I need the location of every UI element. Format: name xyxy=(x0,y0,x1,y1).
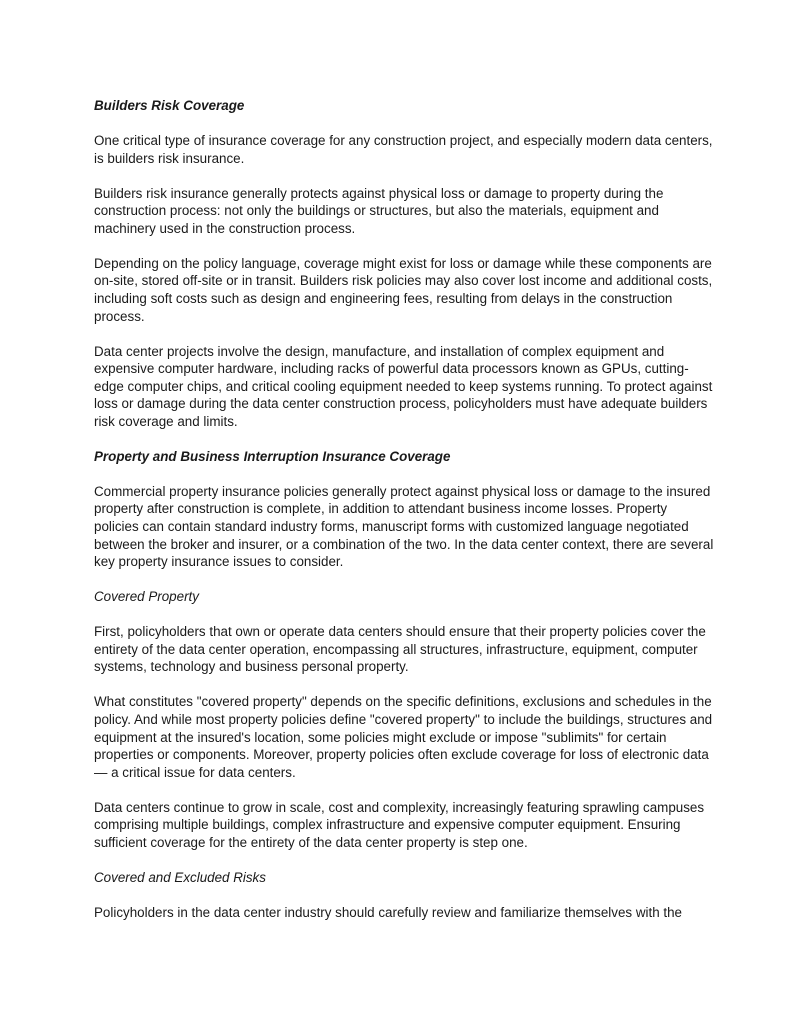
paragraph: What constitutes "covered property" depends on the specific definitions, exclusions and schedules in the policy. And while most property policies define "covered property" to include the buildings, structures and equipment at the insured's location, some policies might exclude or impose "sublimits" for certain properties or components. Moreover, property policies often exclude coverage for loss of electronic data — a critical issue for data centers. xyxy=(94,694,713,780)
paragraph: First, policyholders that own or operate data centers should ensure that their property policies cover the entirety of the data center operation, encompassing all structures, infrastructure, equipment, computer systems, technology and business personal property. xyxy=(94,624,706,675)
paragraph: One critical type of insurance coverage for any construction project, and especially modern data centers, is builders risk insurance. xyxy=(94,132,713,166)
paragraph: Builders risk insurance generally protects against physical loss or damage to property during the construction process: not only the buildings or structures, but also the materials, equipment and machinery used in the construction process. xyxy=(94,185,664,236)
section-heading: Property and Business Interruption Insurance Coverage xyxy=(94,448,451,464)
paragraph: Data centers continue to grow in scale, cost and complexity, increasingly featuring sprawling campuses comprising multiple buildings, complex infrastructure and expensive computer equipment. Ensuring sufficient coverage for the entirety of the data center property is step one. xyxy=(94,799,705,850)
paragraph: Depending on the policy language, coverage might exist for loss or damage while these components are on-site, stored off-site or in transit. Builders risk policies may also cover lost income and additional costs, including soft costs such as design and engineering fees, resulting from delays in the construction process. xyxy=(94,255,713,324)
paragraph: Commercial property insurance policies generally protect against physical loss or damage to the insured property after construction is complete, in addition to attendant business income losses. Property policies can contain standard industry forms, manuscript forms with customized language negotiated between the broker and insurer, or a combination of the two. In the data center context, there are several key property insurance issues to consider. xyxy=(94,483,714,570)
section-heading: Builders Risk Coverage xyxy=(94,98,245,113)
paragraph: Data center projects involve the design, manufacture, and installation of complex equipment and expensive computer hardware, including racks of powerful data processors known as GPUs, cutting-edge computer chips, and critical cooling equipment needed to keep systems running. To protect against loss or damage during the data center construction process, policyholders must have adequate builders risk coverage and limits. xyxy=(94,343,713,429)
subsection-heading: Covered Property xyxy=(94,589,199,605)
document-page xyxy=(94,97,714,939)
paragraph: Policyholders in the data center industry should carefully review and familiarize themselves with the xyxy=(94,904,682,920)
subsection-heading: Covered and Excluded Risks xyxy=(94,869,266,885)
